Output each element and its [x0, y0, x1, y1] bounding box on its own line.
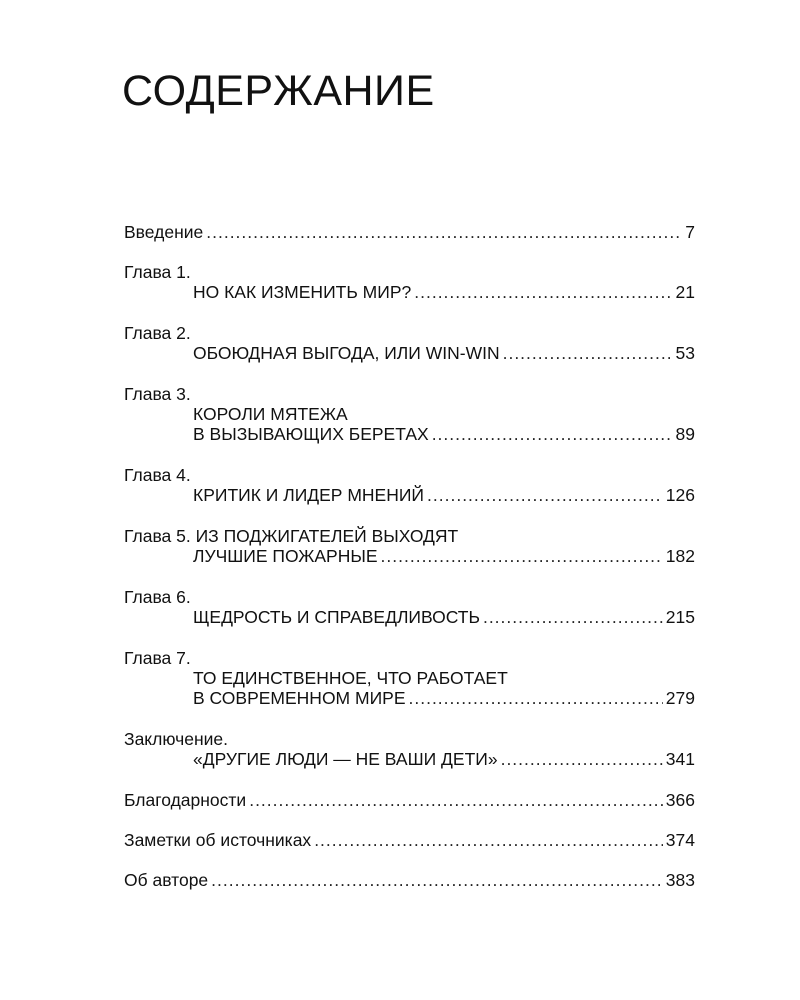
toc-entry-page: 279 [665, 688, 695, 708]
chapter-heading: Глава 4. [124, 465, 191, 485]
dot-leader [501, 749, 663, 769]
toc-entry-page: 383 [665, 870, 695, 890]
chapter-heading: Глава 6. [124, 587, 191, 607]
chapter-title: ОБОЮДНАЯ ВЫГОДА, ИЛИ WIN-WIN [193, 343, 500, 363]
dot-leader [211, 870, 663, 890]
toc-entry-chapter-7[interactable] [124, 648, 695, 708]
toc-entry-notes[interactable] [124, 830, 695, 850]
toc-entry-page: 215 [665, 607, 695, 627]
chapter-title-line [124, 607, 695, 627]
chapter-heading: Глава 5. ИЗ ПОДЖИГАТЕЛЕЙ ВЫХОДЯТ [124, 526, 459, 546]
toc-entry-page: 341 [665, 749, 695, 769]
toc-entry-chapter-1[interactable] [124, 262, 695, 302]
toc-entry-intro[interactable] [124, 222, 695, 242]
dot-leader [427, 485, 663, 505]
chapter-title: КРИТИК И ЛИДЕР МНЕНИЙ [193, 485, 425, 505]
toc-entry-page: 89 [675, 424, 695, 444]
dot-leader [249, 790, 663, 810]
toc-entry-page: 366 [665, 790, 695, 810]
toc-entry-label: Заметки об источниках [124, 830, 312, 850]
chapter-title-line [124, 688, 695, 708]
chapter-heading: Глава 3. [124, 384, 191, 404]
chapter-title-line [124, 343, 695, 363]
toc-entry-page: 53 [675, 343, 695, 363]
toc-entry-chapter-5[interactable] [124, 526, 695, 566]
toc-entry-chapter-2[interactable] [124, 323, 695, 363]
dot-leader [409, 688, 663, 708]
chapter-title: ТО ЕДИНСТВЕННОЕ, ЧТО РАБОТАЕТ [193, 668, 508, 688]
toc-entry-chapter-6[interactable] [124, 587, 695, 627]
chapter-title-line [124, 749, 695, 769]
dot-leader [381, 546, 663, 566]
dot-leader [503, 343, 673, 363]
toc-entry-author[interactable] [124, 870, 695, 890]
chapter-title-line [124, 546, 695, 566]
chapter-title: ЩЕДРОСТЬ И СПРАВЕДЛИВОСТЬ [193, 607, 480, 627]
chapter-title: В ВЫЗЫВАЮЩИХ БЕРЕТАХ [193, 424, 429, 444]
toc-entry-page: 374 [665, 830, 695, 850]
chapter-heading: Глава 1. [124, 262, 191, 282]
toc-entry-conclusion[interactable] [124, 729, 695, 769]
chapter-title: КОРОЛИ МЯТЕЖА [193, 404, 348, 424]
toc-entry-label: Благодарности [124, 790, 247, 810]
chapter-title: ЛУЧШИЕ ПОЖАРНЫЕ [193, 546, 378, 566]
page-title: СОДЕРЖАНИЕ [122, 67, 435, 115]
chapter-title-line [124, 282, 695, 302]
toc-entry-page: 21 [675, 282, 695, 302]
table-of-contents [124, 222, 695, 890]
chapter-title-line [124, 485, 695, 505]
toc-entry-page: 182 [665, 546, 695, 566]
dot-leader [414, 282, 672, 302]
dot-leader [483, 607, 663, 627]
chapter-title-line [124, 424, 695, 444]
chapter-heading: Глава 2. [124, 323, 191, 343]
toc-entry-page: 126 [665, 485, 695, 505]
toc-entry-chapter-3[interactable] [124, 384, 695, 444]
toc-entry-thanks[interactable] [124, 790, 695, 810]
toc-entry-label: Об авторе [124, 870, 209, 890]
chapter-title: В СОВРЕМЕННОМ МИРЕ [193, 688, 406, 708]
chapter-title: «ДРУГИЕ ЛЮДИ — НЕ ВАШИ ДЕТИ» [193, 749, 498, 769]
toc-entry-label: Введение [124, 222, 204, 242]
chapter-heading: Глава 7. [124, 648, 191, 668]
dot-leader [314, 830, 663, 850]
chapter-title: НО КАК ИЗМЕНИТЬ МИР? [193, 282, 412, 302]
chapter-heading: Заключение. [124, 729, 228, 749]
toc-entry-page: 7 [685, 222, 695, 242]
toc-entry-chapter-4[interactable] [124, 465, 695, 505]
dot-leader [432, 424, 673, 444]
dot-leader [206, 222, 682, 242]
